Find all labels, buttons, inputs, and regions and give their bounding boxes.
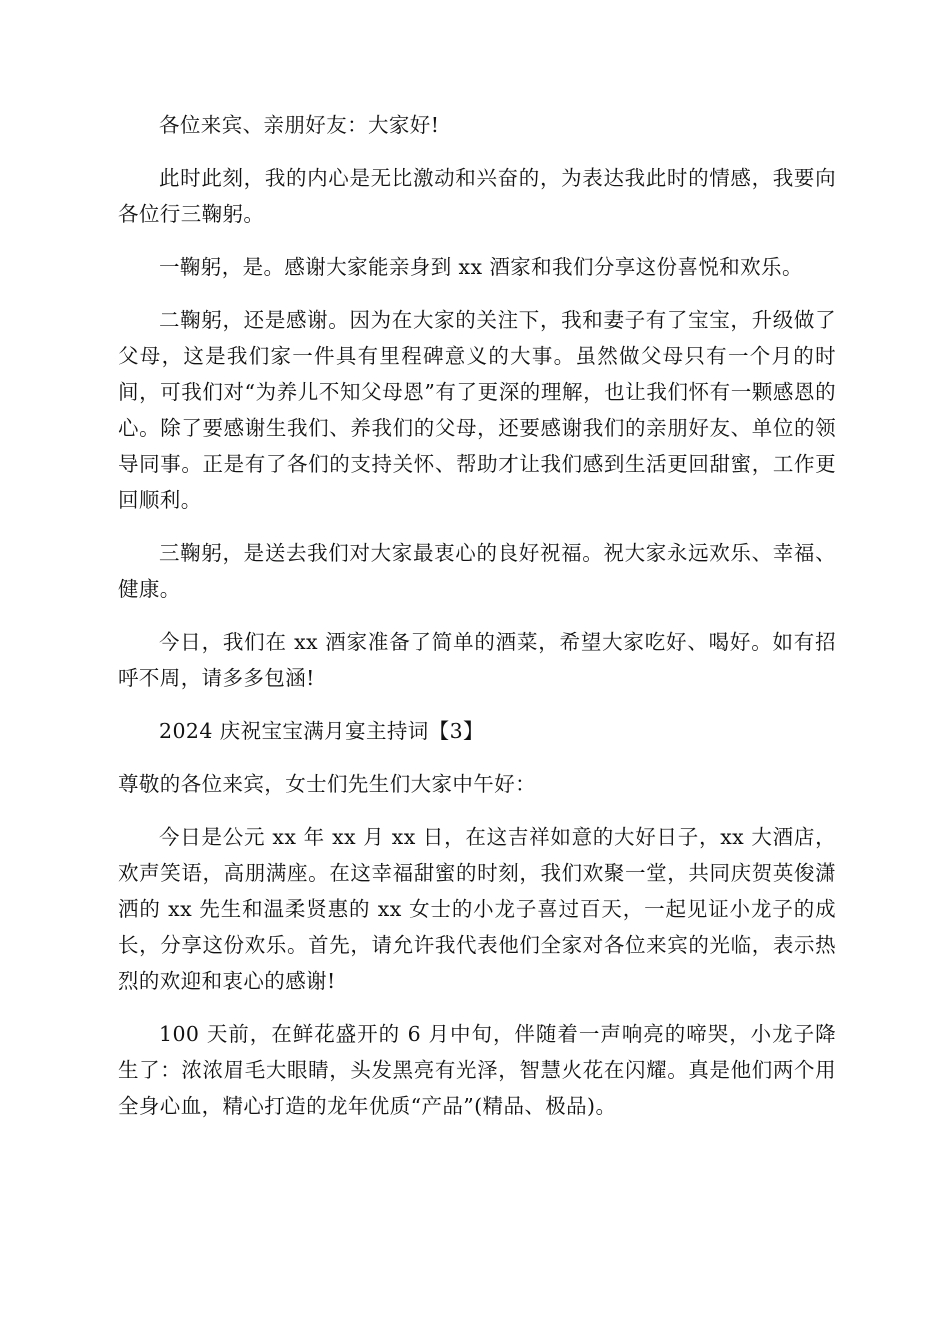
paragraph-third-bow: 三鞠躬，是送去我们对大家最衷心的良好祝福。祝大家永远欢乐、幸福、健康。 <box>118 541 836 601</box>
paragraph-greeting: 各位来宾、亲朋好友：大家好! <box>159 113 440 137</box>
paragraph-second-bow: 二鞠躬，还是感谢。因为在大家的关注下，我和妻子有了宝宝，升级做了父母，这是我们家一件具有里程碑意义的大事。虽然做父母只有一个月的时间，可我们对“为养儿不知父母恩”有了更深的理解，也让我们怀有一颗感恩的心。除了要感谢生我们、养我们的父母，还要感谢我们的亲朋好友、单位的领导同事。正是有了各们的支持关怀、帮助才让我们感到生活更回甜蜜，工作更回顺利。 <box>118 308 836 512</box>
paragraph-banquet: 今日，我们在 xx 酒家准备了简单的酒菜，希望大家吃好、喝好。如有招呼不周，请多多包涵! <box>118 630 836 690</box>
section-heading: 2024 庆祝宝宝满月宴主持词【3】 <box>159 719 484 743</box>
paragraph-first-bow: 一鞠躬，是。感谢大家能亲身到 xx 酒家和我们分享这份喜悦和欢乐。 <box>159 255 803 279</box>
paragraph-celebration: 今日是公元 xx 年 xx 月 xx 日，在这吉祥如意的大好日子，xx 大酒店，欢声笑语，高朋满座。在这幸福甜蜜的时刻，我们欢聚一堂，共同庆贺英俊潇洒的 xx 先生和温柔贤惠的 xx 女士的小龙子喜过百天，一起见证小龙子的成长，分享这份欢乐。首先，请允许我代表他们全家对各位来宾的光临，表示热烈的欢迎和衷心的感谢! <box>118 825 836 993</box>
paragraph-birth: 100 天前，在鲜花盛开的 6 月中旬，伴随着一声响亮的啼哭，小龙子降生了：浓浓眉毛大眼睛，头发黑亮有光泽，智慧火花在闪耀。真是他们两个用全身心血，精心打造的龙年优质“产品”(精品、极品)。 <box>118 1022 836 1118</box>
paragraph-emotion: 此时此刻，我的内心是无比激动和兴奋的，为表达我此时的情感，我要向各位行三鞠躬。 <box>118 166 836 226</box>
paragraph-salutation: 尊敬的各位来宾，女士们先生们大家中午好： <box>118 772 536 796</box>
document-page <box>118 107 836 1141</box>
